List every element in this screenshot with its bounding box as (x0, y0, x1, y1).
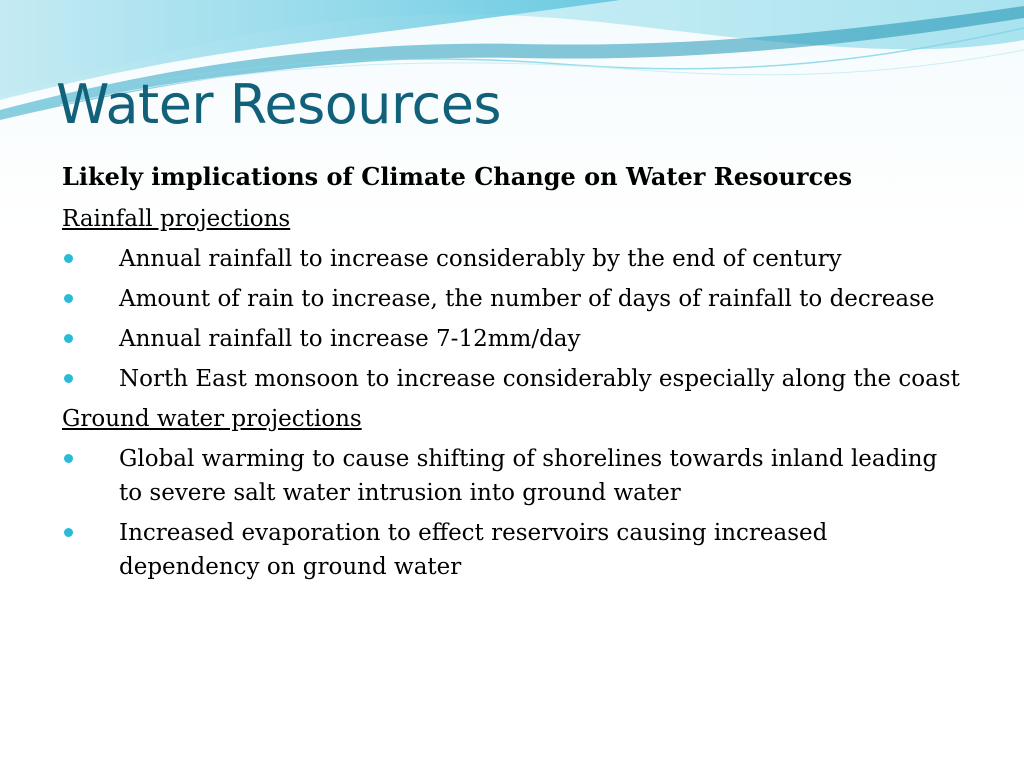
list-item (62, 242, 962, 276)
bullet-dot-icon (64, 334, 73, 343)
bullet-dot-icon (64, 374, 73, 383)
bullet-text: Annual rainfall to increase considerably by the end of century (119, 246, 842, 272)
bullet-dot-icon (64, 254, 73, 263)
section-heading-groundwater: Ground water projections (62, 406, 362, 432)
list-item (62, 322, 962, 356)
list-item (62, 442, 962, 510)
bullet-text: Amount of rain to increase, the number of days of rainfall to decrease (119, 286, 935, 312)
groundwater-bullet-list (62, 442, 962, 584)
slide-title: Water Resources (56, 73, 502, 136)
bullet-dot-icon (64, 294, 73, 303)
section-heading-rainfall: Rainfall projections (62, 206, 291, 232)
bullet-text: North East monsoon to increase considerably especially along the coast (119, 366, 960, 392)
bullet-dot-icon (64, 528, 73, 537)
bullet-dot-icon (64, 454, 73, 463)
bullet-text: Increased evaporation to effect reservoirs causing increased dependency on ground water (119, 520, 828, 580)
list-item (62, 282, 962, 316)
list-item (62, 362, 962, 396)
slide-content (62, 158, 962, 590)
slide-subtitle: Likely implications of Climate Change on Water Resources (62, 162, 852, 191)
bullet-text: Global warming to cause shifting of shorelines towards inland leading to severe salt water intrusion into ground water (119, 446, 938, 506)
rainfall-bullet-list (62, 242, 962, 396)
list-item (62, 516, 962, 584)
bullet-text: Annual rainfall to increase 7-12mm/day (119, 326, 581, 352)
